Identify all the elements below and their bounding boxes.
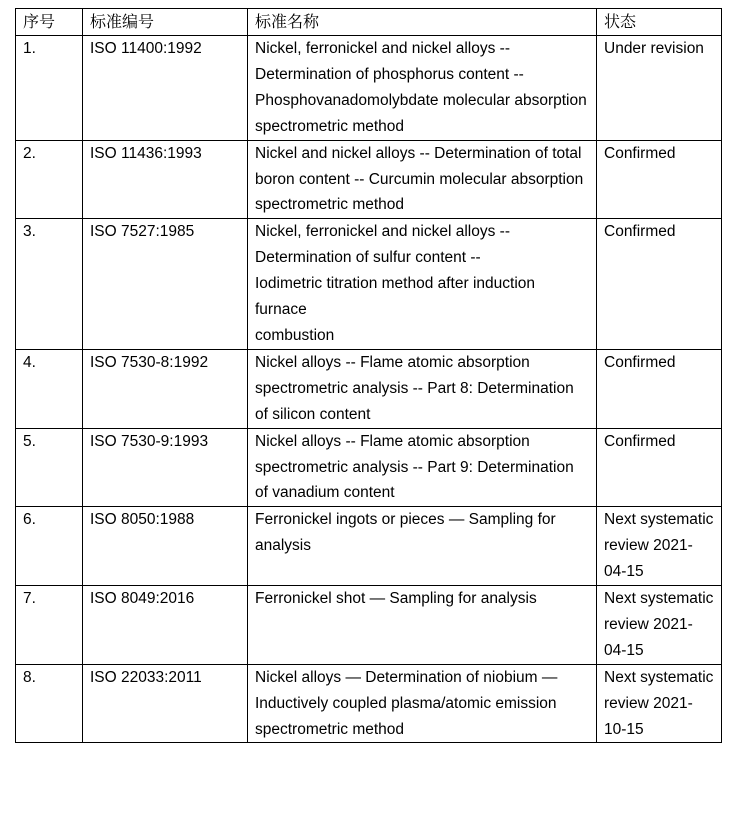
cell-name-line: combustion <box>255 326 335 344</box>
cell-seq: 8. <box>16 664 83 743</box>
cell-status: Confirmed <box>597 219 722 350</box>
cell-code: ISO 7527:1985 <box>83 219 248 350</box>
table-row <box>16 140 722 219</box>
table-row <box>16 219 722 350</box>
cell-name <box>248 219 597 350</box>
cell-name: Nickel, ferronickel and nickel alloys -- Determination of phosphorus content -- Phosphovanadomolybdate molecular absorption spectrometric method <box>248 36 597 141</box>
cell-name: Nickel alloys -- Flame atomic absorption spectrometric analysis -- Part 8: Determination of silicon content <box>248 349 597 428</box>
cell-code: ISO 8049:2016 <box>83 586 248 665</box>
cell-status: Under revision <box>597 36 722 141</box>
cell-status: Next systematic review 2021-04-15 <box>597 507 722 586</box>
cell-code: ISO 7530-9:1993 <box>83 428 248 507</box>
cell-name: Ferronickel ingots or pieces — Sampling for analysis <box>248 507 597 586</box>
cell-name-line: Nickel, ferronickel and nickel alloys -- <box>255 223 510 241</box>
table-row <box>16 349 722 428</box>
cell-status: Next systematic review 2021-10-15 <box>597 664 722 743</box>
cell-status: Next systematic review 2021-04-15 <box>597 586 722 665</box>
cell-name-line: Determination of sulfur content -- <box>255 249 481 267</box>
table-row <box>16 36 722 141</box>
cell-name-line: furnace <box>255 301 307 319</box>
header-seq: 序号 <box>16 9 83 36</box>
cell-seq: 7. <box>16 586 83 665</box>
cell-seq: 5. <box>16 428 83 507</box>
cell-name: Ferronickel shot — Sampling for analysis <box>248 586 597 665</box>
header-status: 状态 <box>597 9 722 36</box>
cell-seq: 2. <box>16 140 83 219</box>
cell-code: ISO 22033:2011 <box>83 664 248 743</box>
cell-code: ISO 11436:1993 <box>83 140 248 219</box>
cell-status: Confirmed <box>597 428 722 507</box>
table-row <box>16 428 722 507</box>
cell-name: Nickel and nickel alloys -- Determination of total boron content -- Curcumin molecular absorption spectrometric method <box>248 140 597 219</box>
table-header-row <box>16 9 722 36</box>
table-row <box>16 586 722 665</box>
cell-name-line: Iodimetric titration method after induction <box>255 275 535 293</box>
cell-status: Confirmed <box>597 349 722 428</box>
cell-seq: 6. <box>16 507 83 586</box>
cell-seq: 3. <box>16 219 83 350</box>
cell-seq: 4. <box>16 349 83 428</box>
table-row <box>16 664 722 743</box>
table-row <box>16 507 722 586</box>
cell-name: Nickel alloys -- Flame atomic absorption spectrometric analysis -- Part 9: Determination of vanadium content <box>248 428 597 507</box>
cell-code: ISO 8050:1988 <box>83 507 248 586</box>
standards-table <box>15 8 722 743</box>
cell-name: Nickel alloys — Determination of niobium — Inductively coupled plasma/atomic emission spectrometric method <box>248 664 597 743</box>
cell-code: ISO 7530-8:1992 <box>83 349 248 428</box>
header-name: 标准名称 <box>248 9 597 36</box>
cell-seq: 1. <box>16 36 83 141</box>
cell-status: Confirmed <box>597 140 722 219</box>
cell-code: ISO 11400:1992 <box>83 36 248 141</box>
header-code: 标准编号 <box>83 9 248 36</box>
